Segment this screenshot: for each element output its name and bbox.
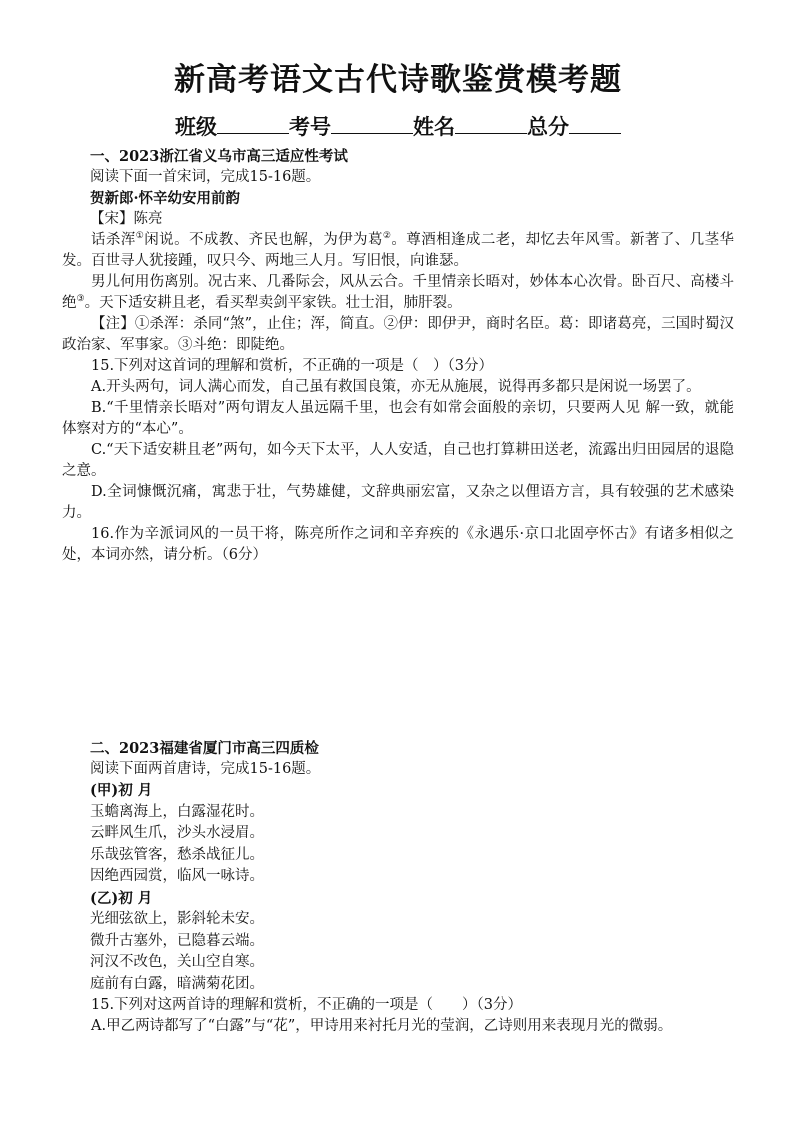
- class-label: 班级: [175, 114, 217, 139]
- student-info-line: [62, 112, 734, 142]
- page-title: 新高考语文古代诗歌鉴赏模考题: [174, 62, 622, 98]
- answer-space[interactable]: [62, 566, 734, 738]
- exam-no-blank[interactable]: [331, 113, 413, 134]
- poem2-title: (乙)初 月: [90, 889, 153, 907]
- section2-option-a: A.甲乙两诗都写了“白露”与“花”，甲诗用来衬托月光的莹润，乙诗则用来表现月光的微弱。: [91, 1018, 673, 1034]
- name-blank[interactable]: [455, 113, 527, 134]
- section1-note: 【注】①杀浑：杀同“煞”，止住；浑，简直。②伊：即伊尹，商时名臣。葛：即诸葛亮，三国时蜀汉政治家、军事家。③斗绝：即陡绝。: [62, 316, 734, 353]
- section1-instruction: 阅读下面一首宋词，完成15-16题。: [90, 169, 321, 185]
- exam-page: [62, 58, 734, 1037]
- poem1-line: 云畔风生爪，沙头水浸眉。: [90, 825, 264, 841]
- score-label: 总分: [527, 114, 569, 139]
- exam-no-label: 考号: [289, 114, 331, 139]
- score-blank[interactable]: [569, 113, 621, 134]
- section1-paragraph-1: 话杀浑①闲说。不成教、齐民也解，为伊为葛②。尊酒相逢成二老，却忆去年风雪。新著了、几茎华发。百世寻人犹接踵，叹只今、两地三人月。写旧恨，向谁瑟。: [62, 231, 734, 269]
- section1-option-d: D.全词慷慨沉痛，寓悲于壮，气势雄健，文辞典丽宏富，又杂之以俚语方言，具有较强的艺术感染力。: [62, 484, 734, 521]
- section1-option-b: B.“千里情亲长晤对”两句谓友人虽远隔千里，也会有如常会面般的亲切，只要两人见 解一致，就能体察对方的“本心”。: [62, 400, 734, 437]
- poem1-title: (甲)初 月: [90, 782, 153, 799]
- poem2-line: 河汉不改色，关山空自寒。: [90, 954, 264, 970]
- footnote-mark-1: ①: [135, 231, 145, 242]
- poem1-line: 玉蟾离海上，白露湿花时。: [90, 803, 264, 820]
- class-blank[interactable]: [217, 113, 289, 134]
- poem2-line: 微升古塞外，已隐暮云端。: [90, 932, 264, 949]
- section1-author: 【宋】陈亮: [90, 211, 163, 227]
- poem2-line: 光细弦欲上，影斜轮未安。: [90, 911, 264, 927]
- section1-option-a: A.开头两句，词人满心而发，自己虽有救国良策，亦无从施展，说得再多都只是闲说一场罢了。: [91, 379, 701, 395]
- section1-question-15: 15.下列对这首词的理解和赏析，不正确的一项是（ ）（3分）: [91, 358, 494, 374]
- poem2-line: 庭前有白露，暗满菊花团。: [90, 975, 264, 992]
- poem1-line: 因绝西园赏，临风一咏诗。: [90, 868, 264, 884]
- section1-question-16: 16.作为辛派词风的一员干将，陈亮所作之词和辛弃疾的《永遇乐·京口北固亭怀古》有诸多相似之处，本词亦然，请分析。（6分）: [62, 526, 734, 563]
- section2-instruction: 阅读下面两首唐诗，完成15-16题。: [90, 761, 321, 777]
- section1-paragraph-2: 男儿何用伤离别。况古来、几番际会，风从云合。千里情亲长晤对，妙体本心次骨。卧百尺、高楼斗绝③。天下适安耕且老，看买犁卖剑平家铁。壮士泪，肺肝裂。: [62, 274, 734, 311]
- name-label: 姓名: [413, 114, 455, 139]
- section1-heading: 一、2023浙江省义乌市高三适应性考试: [90, 148, 348, 165]
- section2-question-15: 15.下列对这两首诗的理解和赏析，不正确的一项是（ ）（3分）: [91, 997, 523, 1013]
- section1-poem-title: 贺新郎·怀辛幼安用前韵: [90, 190, 241, 207]
- section1-option-c: C.“天下适安耕且老”两句，如今天下太平，人人安适，自己也打算耕田送老，流露出归田园居的退隐之意。: [62, 442, 734, 479]
- section2-heading: 二、2023福建省厦门市高三四质检: [90, 740, 319, 757]
- poem1-line: 乐哉弦管客，愁杀战征儿。: [90, 846, 264, 863]
- footnote-mark-2: ②: [382, 231, 392, 242]
- footnote-mark-3: ③: [76, 294, 85, 305]
